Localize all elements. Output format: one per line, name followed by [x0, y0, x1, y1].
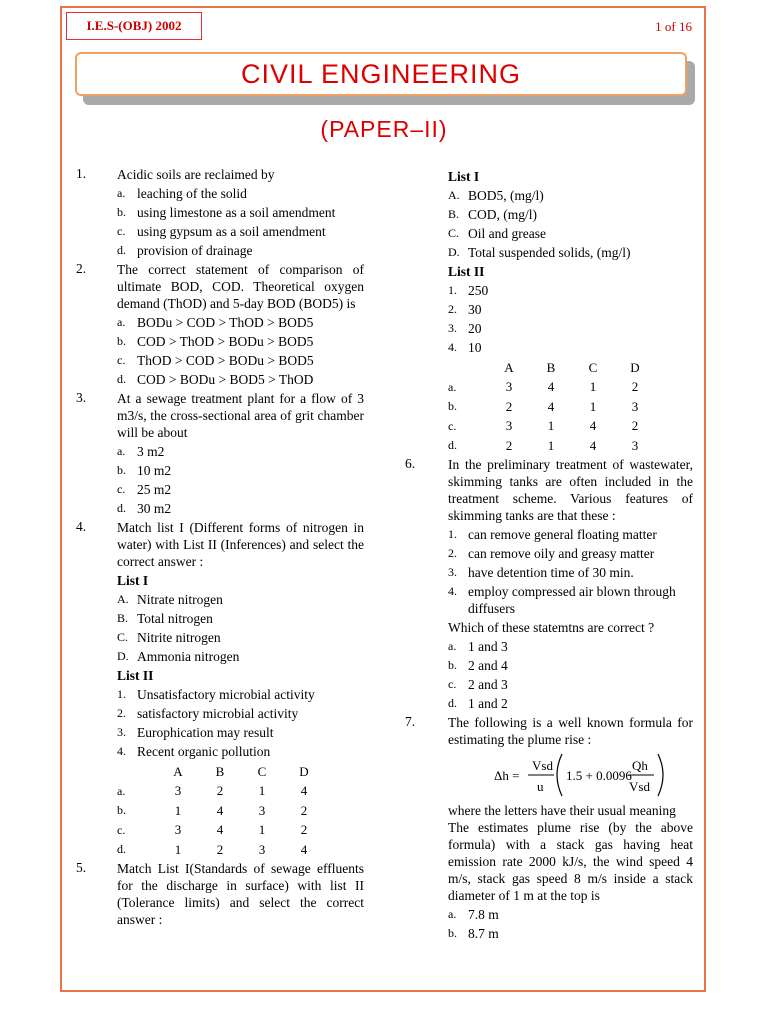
list-item: 4. Recent organic pollution: [117, 744, 271, 759]
list-item: B. Total nitrogen: [117, 611, 213, 626]
list-item: 4. employ compressed air blown through diffusers: [448, 583, 676, 616]
list-item: A. BOD5, (mg/l): [448, 188, 544, 203]
question-prompt: Which of these statemtns are correct ?: [448, 619, 655, 635]
answer-grid: A B C D a. 3 4 1 2 b. 2 4 1 3 c. 3 1 4 2 d. 2 1 4 3: [448, 358, 656, 456]
list-item: 3. Europhication may result: [117, 725, 274, 740]
option: b. 10 m2: [117, 463, 172, 478]
option: d. COD > BODu > BOD5 > ThOD: [117, 372, 314, 387]
option: a. 3 m2: [117, 444, 165, 459]
list-item: C. Nitrite nitrogen: [117, 630, 221, 645]
option: b. 8.7 m: [448, 925, 499, 941]
list-heading: List II: [117, 668, 154, 683]
list-item: C. Oil and grease: [448, 226, 546, 241]
question-4: [76, 519, 364, 860]
svg-text:Qh: Qh: [632, 757, 648, 773]
svg-text:1.5 + 0.0096: 1.5 + 0.0096: [566, 767, 632, 783]
list-heading: List I: [117, 573, 149, 588]
option: c. 25 m2: [117, 482, 172, 497]
table-row: a. 3 4 1 2: [448, 379, 639, 395]
question-text: At a sewage treatment plant for a flow of 3 m3/s, the cross-sectional area of grit chamber will be about: [117, 391, 364, 440]
list-item: 2. satisfactory microbial activity: [117, 706, 299, 721]
question-3: [76, 390, 364, 517]
right-column: [405, 166, 693, 944]
question-number: 7.: [405, 713, 416, 729]
question-number: 1.: [76, 166, 87, 181]
question-5-continued: [448, 168, 693, 456]
list-item: 2. can remove oily and greasy matter: [448, 545, 655, 561]
option: b. COD > ThOD > BODu > BOD5: [117, 334, 314, 349]
question-number: 3.: [76, 390, 87, 405]
option: d. provision of drainage: [117, 243, 253, 258]
table-row: d. 1 2 3 4: [117, 841, 308, 857]
question-number: 6.: [405, 455, 416, 471]
option: c. ThOD > COD > BODu > BOD5: [117, 353, 314, 368]
left-column: [76, 166, 364, 928]
question-text-2: The estimates plume rise (by the above formula) with a stack gas having heat emission rate 2000 kJ/s, the wind speed 4 m/s, stack gas speed 8 m/s inside a stack diameter of 1 m at the top is: [448, 819, 693, 903]
page-subtitle: (PAPER–II): [320, 116, 448, 142]
option: d. 1 and 2: [448, 695, 508, 711]
svg-text:Vsd: Vsd: [532, 757, 553, 773]
svg-text:Δh =: Δh =: [494, 767, 520, 783]
question-number: 4.: [76, 519, 87, 534]
list-item: 3. have detention time of 30 min.: [448, 564, 634, 580]
question-text: The following is a well known formula for estimating the plume rise :: [448, 714, 693, 747]
question-1: [76, 166, 364, 259]
list-item: 1. 250: [448, 283, 489, 298]
option: b. 2 and 4: [448, 657, 508, 673]
question-7: [405, 714, 693, 942]
table-row: c. 3 4 1 2: [117, 822, 308, 838]
list-item: B. COD, (mg/l): [448, 207, 537, 222]
question-6: [405, 456, 693, 712]
table-row: d. 2 1 4 3: [448, 437, 639, 453]
list-heading: List II: [448, 264, 485, 279]
answer-grid: A B C D a. 3 2 1 4 b. 1 4 3 2 c. 3 4 1 2 d. 1 2 3 4: [117, 762, 325, 860]
question-5: [76, 860, 364, 928]
list-item: 4. 10: [448, 340, 482, 355]
svg-text:Vsd: Vsd: [629, 778, 650, 794]
table-row: c. 3 1 4 2: [448, 418, 639, 434]
list-item: D. Total suspended solids, (mg/l): [448, 245, 631, 260]
svg-text:u: u: [537, 778, 544, 794]
formula-note: where the letters have their usual meaning: [448, 802, 676, 818]
list-item: 1. Unsatisfactory microbial activity: [117, 687, 315, 702]
option: a. leaching of the solid: [117, 186, 247, 201]
question-text: Acidic soils are reclaimed by: [117, 167, 275, 182]
option: a. 1 and 3: [448, 638, 508, 654]
list-heading: List I: [448, 169, 480, 184]
table-row: b. 2 4 1 3: [448, 398, 639, 414]
page-title: CIVIL ENGINEERING: [75, 52, 687, 96]
option: d. 30 m2: [117, 501, 172, 516]
table-row: a. 3 2 1 4: [117, 783, 308, 799]
question-number: 2.: [76, 261, 87, 276]
plume-rise-formula: [448, 748, 693, 802]
question-2: [76, 261, 364, 388]
question-text: The correct statement of comparison of ultimate BOD, COD. Theoretical oxygen demand (ThOD) and 5-day BOD (BOD5) is: [117, 262, 364, 311]
list-item: 3. 20: [448, 321, 482, 336]
option: a. 7.8 m: [448, 906, 499, 922]
list-item: D. Ammonia nitrogen: [117, 649, 240, 664]
page-number: 1 of 16: [655, 19, 692, 34]
question-text: Match list I (Different forms of nitrogen in water) with List II (Inferences) and select the correct answer :: [117, 520, 364, 569]
list-item: 1. can remove general floating matter: [448, 526, 657, 542]
list-item: 2. 30: [448, 302, 482, 317]
option: a. BODu > COD > ThOD > BOD5: [117, 315, 314, 330]
question-text: In the preliminary treatment of wastewater, skimming tanks are often included in the treatment scheme. Various features of skimming tanks are that these :: [448, 456, 693, 523]
option: c. 2 and 3: [448, 676, 508, 692]
question-text: Match List I(Standards of sewage effluents for the discharge in surface) with list II (Tolerance limits) and select the correct answer :: [117, 860, 364, 927]
exam-tag: I.E.S-(OBJ) 2002: [66, 12, 202, 40]
question-number: 5.: [76, 859, 87, 875]
list-item: A. Nitrate nitrogen: [117, 592, 223, 607]
option: b. using limestone as a soil amendment: [117, 205, 336, 220]
option: c. using gypsum as a soil amendment: [117, 224, 326, 239]
table-row: b. 1 4 3 2: [117, 802, 308, 818]
